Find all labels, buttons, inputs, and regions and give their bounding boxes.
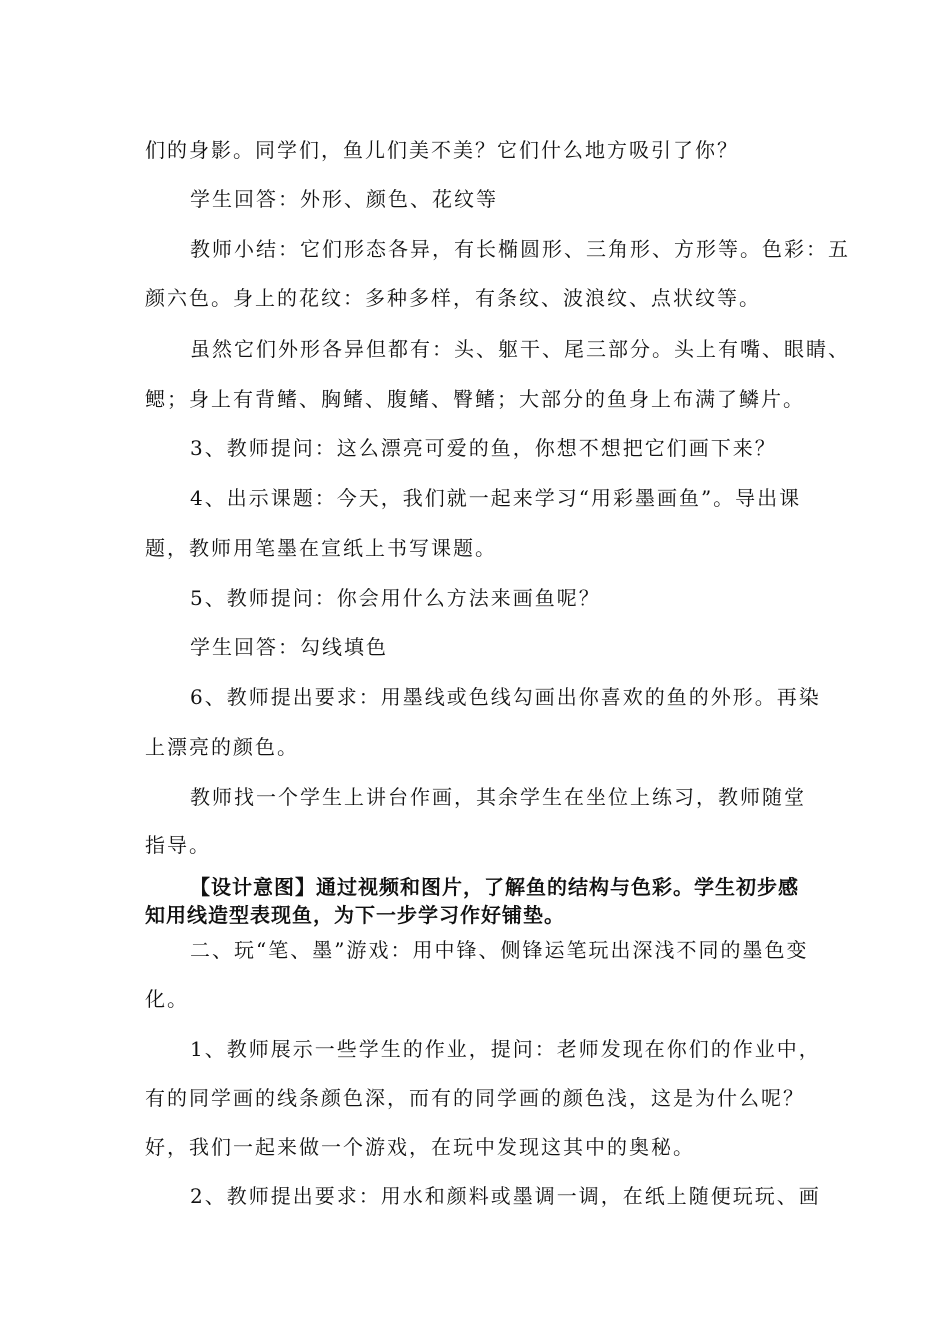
paragraph-line: 题，教师用笔墨在宣纸上书写课题。 <box>145 536 497 560</box>
paragraph-line: 虽然它们外形各异但都有：头、躯干、尾三部分。头上有嘴、眼睛、 <box>190 337 850 361</box>
paragraph-line: 有的同学画的线条颜色深，而有的同学画的颜色浅，这是为什么呢？ <box>145 1086 805 1110</box>
paragraph-line: 学生回答：勾线填色 <box>190 635 388 659</box>
paragraph-line: 颜六色。身上的花纹：多种多样，有条纹、波浪纹、点状纹等。 <box>145 286 761 310</box>
paragraph-line: 鳃；身上有背鳍、胸鳍、腹鳍、臀鳍；大部分的鱼身上布满了鳞片。 <box>145 387 805 411</box>
paragraph-line: 上漂亮的颜色。 <box>145 735 299 759</box>
paragraph-line: 4、出示课题：今天，我们就一起来学习“用彩墨画鱼”。导出课 <box>190 486 802 510</box>
paragraph-line: 2、教师提出要求：用水和颜料或墨调一调，在纸上随便玩玩、画 <box>190 1184 821 1208</box>
paragraph-line: 6、教师提出要求：用墨线或色线勾画出你喜欢的鱼的外形。再染 <box>190 685 821 709</box>
paragraph-line: 学生回答：外形、颜色、花纹等 <box>190 187 498 211</box>
paragraph-line: 指导。 <box>145 833 211 857</box>
paragraph-line: 化。 <box>145 987 189 1011</box>
paragraph-line: 1、教师展示一些学生的作业，提问：老师发现在你们的作业中， <box>190 1037 821 1061</box>
design-intent-line: 知用线造型表现鱼，为下一步学习作好铺垫。 <box>145 903 565 927</box>
paragraph-line: 们的身影。同学们，鱼儿们美不美？它们什么地方吸引了你？ <box>145 138 739 162</box>
paragraph-line: 3、教师提问：这么漂亮可爱的鱼，你想不想把它们画下来？ <box>190 436 777 460</box>
section-heading-line: 二、玩“笔、墨”游戏：用中锋、侧锋运笔玩出深浅不同的墨色变 <box>190 938 809 962</box>
paragraph-line: 教师小结：它们形态各异，有长椭圆形、三角形、方形等。色彩：五 <box>190 237 850 261</box>
paragraph-line: 好，我们一起来做一个游戏，在玩中发现这其中的奥秘。 <box>145 1135 695 1159</box>
design-intent-line: 【设计意图】通过视频和图片，了解鱼的结构与色彩。学生初步感 <box>190 875 799 899</box>
paragraph-line: 5、教师提问：你会用什么方法来画鱼呢？ <box>190 586 601 610</box>
paragraph-line: 教师找一个学生上讲台作画，其余学生在坐位上练习，教师随堂 <box>190 785 806 809</box>
